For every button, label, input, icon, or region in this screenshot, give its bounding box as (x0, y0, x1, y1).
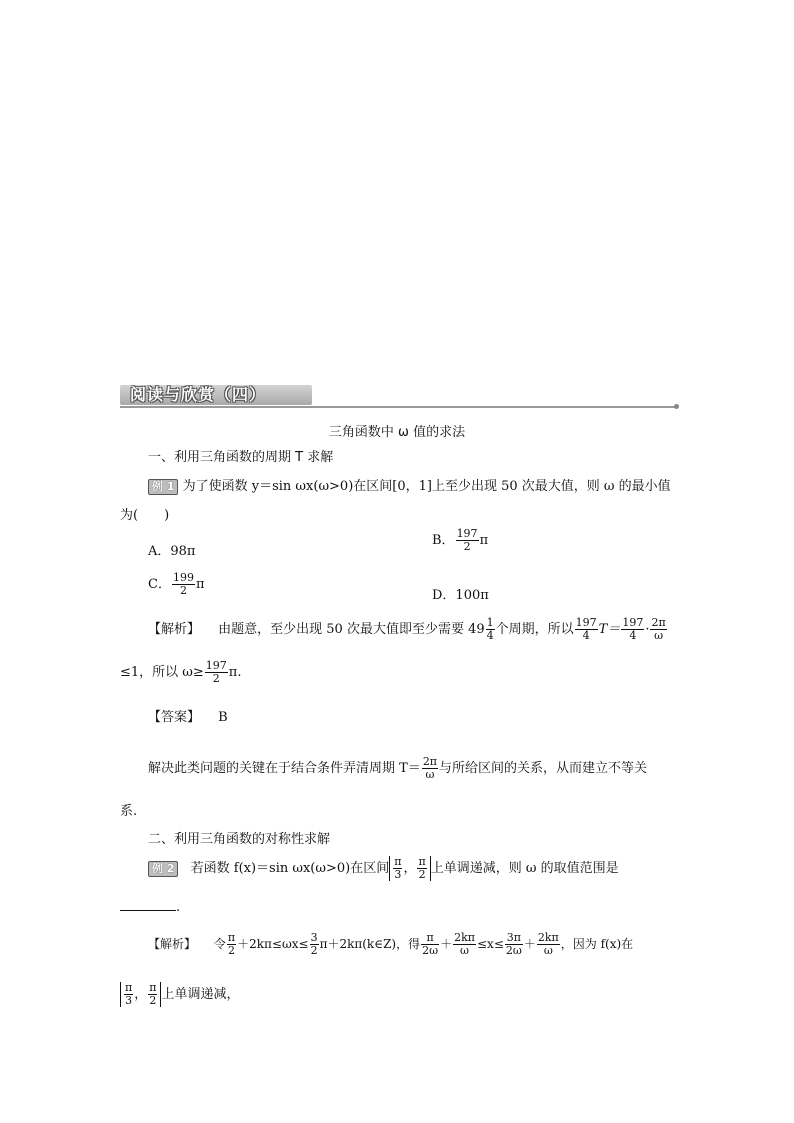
example-1-stem-text: 为了使函数 y＝sin ωx(ω>0)在区间[0，1]上至少出现 50 次最大值，则 ω 的最小值 (182, 479, 671, 494)
section-banner (120, 385, 680, 409)
example-1-stem-line2: 为( ) (120, 508, 170, 523)
banner-label: 阅读与欣赏（四） (120, 385, 312, 405)
section-heading-1: 一、利用三角函数的周期 T 求解 (148, 450, 334, 465)
e2-frac-3: $\frac{\pi}{2\omega}$ (422, 931, 439, 957)
option-c-fraction: $\frac{199}{2}$ (172, 571, 194, 597)
analysis-text: 由题意，至少出现 50 次最大值即至少需要 49 (218, 622, 485, 637)
option-c-label: C． (148, 577, 171, 592)
analysis-mixed-fraction: $\frac{1}{4}$ (486, 616, 494, 642)
analysis-label: 【解析】 (148, 622, 201, 637)
analysis-label-2: 【解析】 (148, 937, 197, 951)
option-c-pi: π (195, 577, 205, 592)
example-1-tag: 例 1 (148, 479, 178, 495)
example-2-analysis (148, 932, 633, 957)
e2-text-5: ≤x≤ (477, 937, 504, 951)
analysis-text-5: π. (228, 665, 242, 680)
option-a: A．98π (148, 544, 196, 559)
blank-period: . (176, 900, 181, 915)
method-note (148, 756, 647, 781)
note-text-2: 与所给区间的关系，从而建立不等关 (439, 761, 648, 776)
analysis-fraction-3: $\frac{2\pi}{\omega}$ (651, 616, 666, 642)
e2-frac-5: $\frac{3\pi}{2\omega}$ (505, 931, 522, 957)
example-1-analysis (148, 617, 708, 642)
e2-text-7: ，因为 f(x)在 (560, 937, 634, 951)
answer-blank (120, 910, 176, 911)
option-c (148, 572, 205, 597)
e2-text-3: π＋2kπ(k∈Z)，得 (319, 937, 421, 951)
analysis-text-2: 个周期，所以 (495, 622, 574, 637)
option-b (432, 528, 488, 553)
section-heading-2: 二、利用三角函数的对称性求解 (148, 832, 331, 847)
e2-frac-2: $\frac{3}{2}$ (310, 931, 318, 957)
e2-line2-text: 上单调递减， (161, 987, 240, 1002)
option-b-fraction: $\frac{197}{2}$ (456, 527, 478, 553)
example-1-stem (148, 475, 688, 495)
example-2-stem-text-2: 上单调递减，则 ω 的取值范围是 (430, 861, 619, 876)
example-2-blank-line (120, 900, 180, 915)
example-2-stem (148, 856, 619, 881)
example-2-stem-text: 若函数 f(x)＝sin ωx(ω>0)在区间 (190, 861, 390, 876)
interval-bracket-2: $\frac{\pi}{3}$ ， $\frac{\pi}{2}$ (120, 982, 161, 1007)
analysis-dot: · (645, 622, 650, 637)
answer-value: B (218, 710, 228, 725)
option-b-pi: π (479, 533, 489, 548)
note-text: 解决此类问题的关键在于结合条件弄清周期 T＝ (148, 761, 421, 776)
analysis-text-3: T＝ (598, 622, 621, 637)
example-2-analysis-line2 (120, 982, 240, 1007)
example-1-analysis-line2 (120, 660, 241, 685)
e2-text-1: 令 (213, 937, 226, 951)
answer-label: 【答案】 (148, 710, 201, 725)
e2-text-6: ＋ (523, 937, 536, 951)
option-d: D．100π (432, 588, 489, 603)
note-fraction: $\frac{2\pi}{\omega}$ (422, 755, 438, 781)
interval-bracket: $\frac{\pi}{3}$ ， $\frac{\pi}{2}$ (389, 856, 430, 881)
analysis-fraction-2: $\frac{197}{4}$ (622, 616, 644, 642)
analysis-text-4: ≤1，所以 ω≥ (120, 665, 204, 680)
banner-dot (674, 404, 679, 409)
e2-text-2: ＋2kπ≤ωx≤ (237, 937, 309, 951)
analysis-fraction-4: $\frac{197}{2}$ (205, 659, 227, 685)
option-b-label: B． (432, 533, 455, 548)
example-2-tag: 例 2 (148, 861, 178, 877)
page-title: 三角函数中 ω 值的求法 (328, 425, 466, 440)
e2-frac-6: $\frac{2k\pi}{\omega}$ (537, 931, 559, 957)
analysis-fraction-1: $\frac{197}{4}$ (575, 616, 597, 642)
method-note-line2: 系. (120, 804, 138, 819)
e2-text-4: ＋ (440, 937, 453, 951)
banner-rule (120, 406, 676, 408)
example-1-answer (148, 706, 228, 725)
e2-frac-4: $\frac{2k\pi}{\omega}$ (454, 931, 475, 957)
e2-frac-1: $\frac{\pi}{2}$ (227, 931, 236, 957)
